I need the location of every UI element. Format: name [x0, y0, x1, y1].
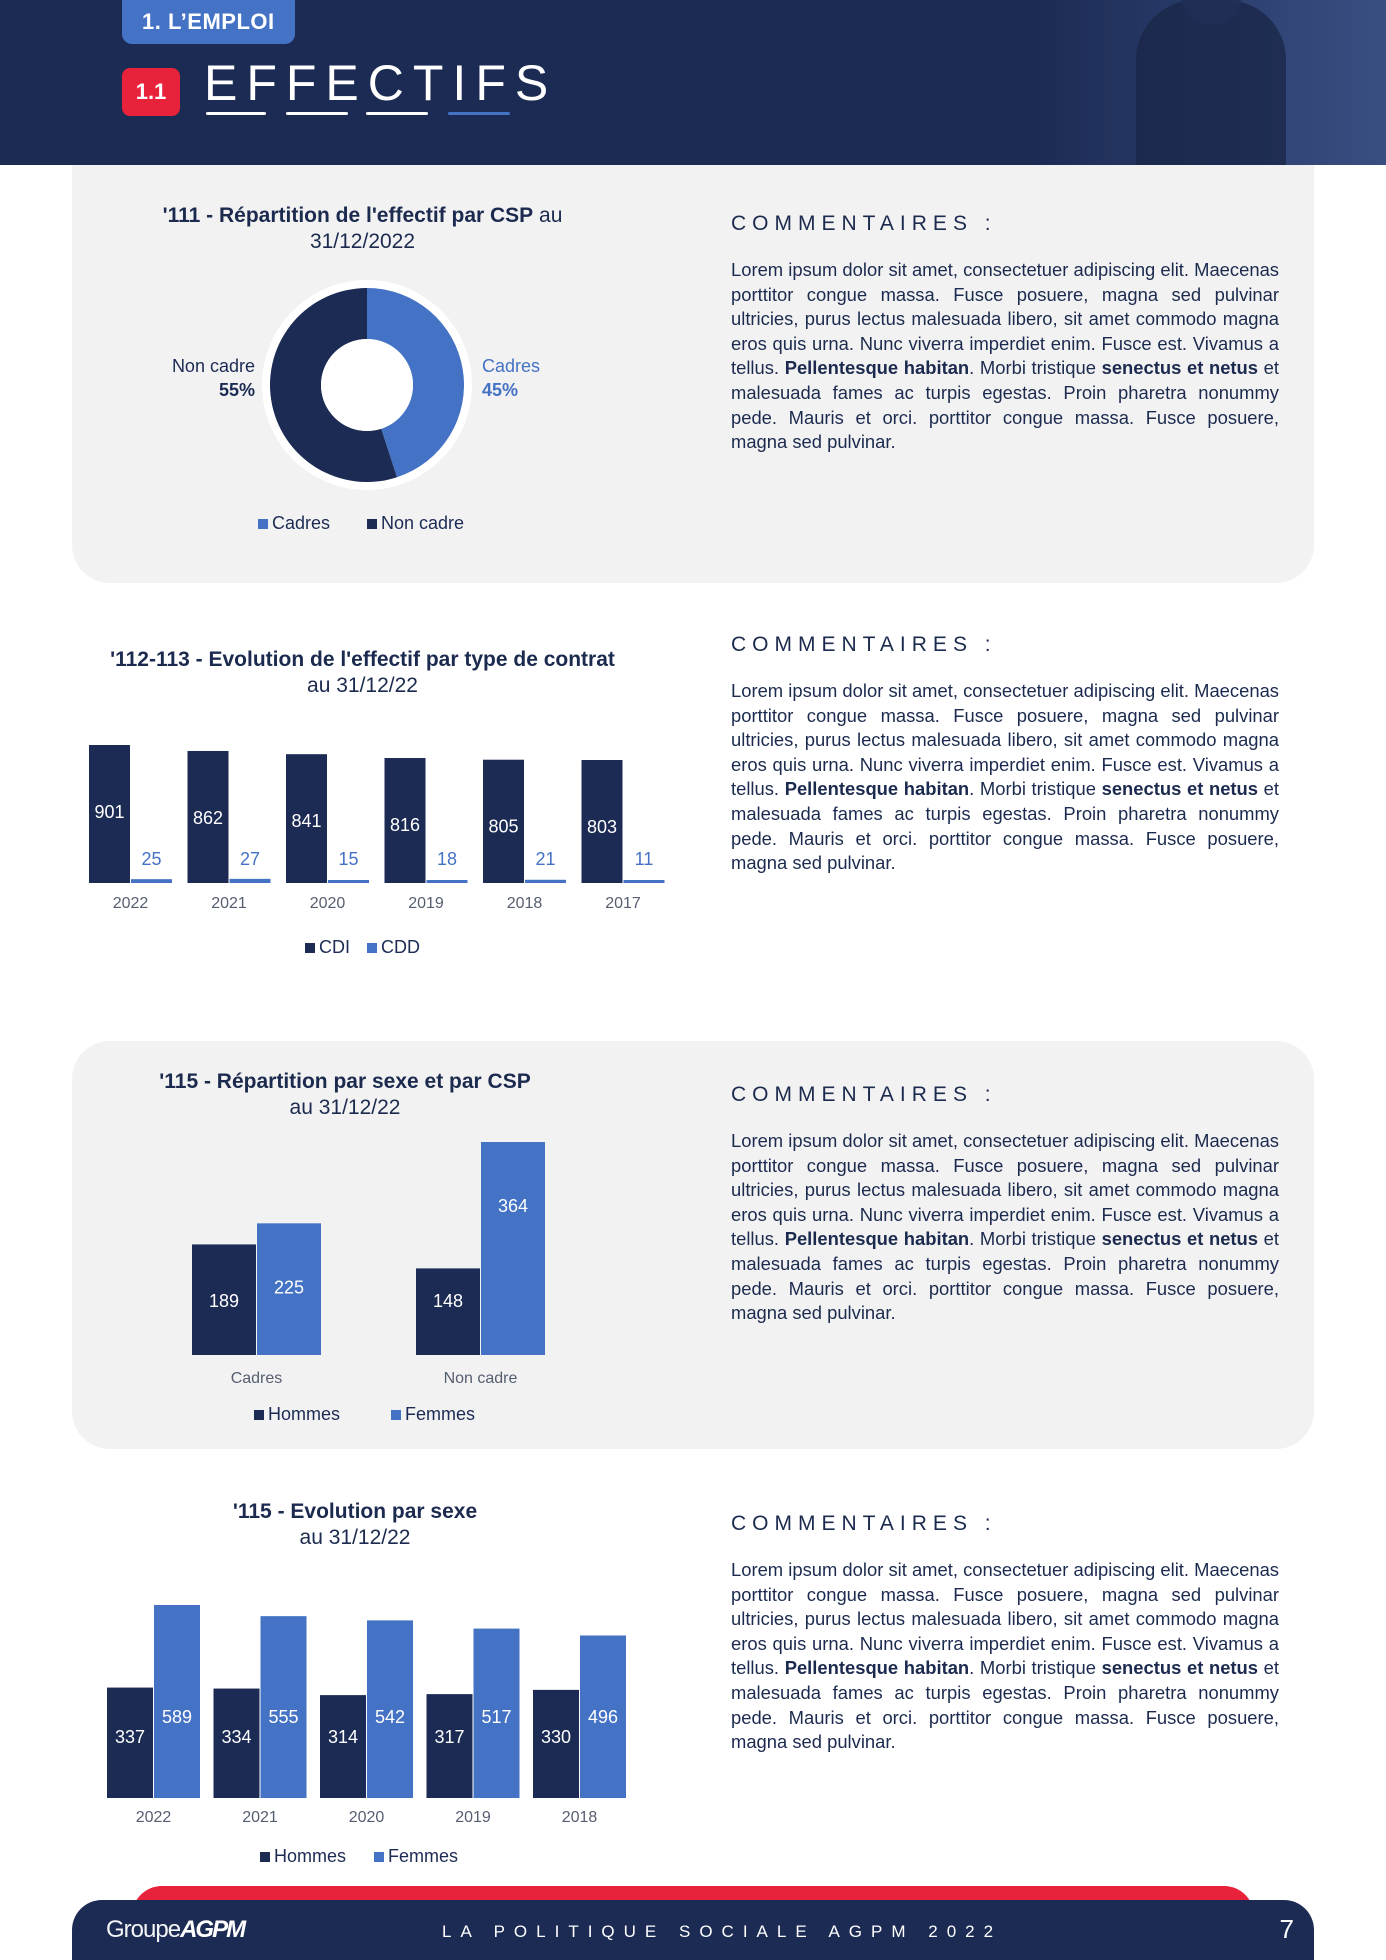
data-label: 542 — [374, 1707, 406, 1727]
comment-bold: Pellentesque habitan — [784, 1657, 970, 1679]
data-label: 317 — [434, 1727, 465, 1747]
comment-text-4 — [731, 1558, 1279, 1755]
bar-cdd — [427, 880, 468, 883]
chart-title-115b — [160, 1499, 550, 1551]
data-label: 148 — [432, 1291, 464, 1311]
underline-segment — [206, 112, 266, 115]
donut-chart-111 — [120, 270, 620, 550]
data-label: 21 — [535, 849, 556, 869]
underline-segment — [286, 112, 348, 115]
comment-text-part: Lorem ipsum dolor sit amet, consectetuer adipiscing elit. Maecenas porttitor congue massa. Fusce posuere, magna sed pulvinar ultricies, purus lectus malesuada libero, sit amet commodo magna eros quis urna. Nunc viverra imperdiet enim. Fusce est. Vivamus a tellus. — [731, 259, 1279, 379]
legend-swatch — [367, 519, 377, 529]
category-label: 2018 — [561, 1809, 598, 1826]
data-label: 589 — [161, 1707, 193, 1727]
data-label: 364 — [497, 1196, 529, 1216]
page-title: EFFECTIFS — [204, 55, 558, 111]
comments-label-4: COMMENTAIRES : — [731, 1512, 997, 1535]
donut-hole — [321, 339, 413, 431]
legend-swatch — [254, 1410, 264, 1420]
chart-title-115a — [110, 1069, 580, 1121]
legend-label: Femmes — [405, 1404, 476, 1424]
data-label: 334 — [221, 1727, 252, 1747]
data-label: 330 — [540, 1727, 572, 1747]
comment-text-part: et malesuada fames ac turpis egestas. Proin pharetra nonummy pede. Mauris et orci. porttitor congue massa. Fusce posuere, magna sed pulvinar. — [731, 1228, 1279, 1324]
data-label: 841 — [291, 811, 322, 832]
comment-text-part: et malesuada fames ac turpis egestas. Proin pharetra nonummy pede. Mauris et orci. porttitor congue massa. Fusce posuere, magna sed pulvinar. — [731, 357, 1279, 453]
comment-bold: senectus et netus — [1101, 357, 1259, 379]
footer-title: LA POLITIQUE SOCIALE AGPM 2022 — [442, 1922, 1003, 1941]
data-label: 15 — [338, 849, 359, 869]
category-label: 2019 — [408, 895, 444, 912]
data-label: 11 — [634, 849, 654, 869]
comment-text-part: . Morbi tristique — [969, 357, 1102, 379]
data-label: 225 — [273, 1277, 305, 1298]
slice-label-value: 55% — [218, 380, 255, 400]
category-label: 2018 — [506, 895, 543, 912]
comment-text-part: et malesuada fames ac turpis egestas. Proin pharetra nonummy pede. Mauris et orci. porttitor congue massa. Fusce posuere, magna sed pulvinar. — [731, 1657, 1279, 1753]
data-label: 314 — [327, 1727, 359, 1747]
comment-text-part: Lorem ipsum dolor sit amet, consectetuer adipiscing elit. Maecenas porttitor congue massa. Fusce posuere, magna sed pulvinar ultricies, purus lectus malesuada libero, sit amet commodo magna eros quis urna. Nunc viverra imperdiet enim. Fusce est. Vivamus a tellus. — [731, 1559, 1279, 1679]
data-label: 862 — [192, 807, 224, 828]
slice-label-name: Cadres — [482, 356, 541, 376]
data-label: 189 — [208, 1291, 240, 1311]
category-label: Cadres — [230, 1370, 283, 1387]
data-label: 517 — [481, 1707, 512, 1727]
bar-hommes — [416, 1268, 480, 1355]
chart-subtitle-112: au 31/12/22 — [307, 674, 418, 697]
comment-bold: senectus et netus — [1101, 1228, 1259, 1250]
comment-bold: Pellentesque habitan — [784, 357, 970, 379]
comment-bold: Pellentesque habitan — [784, 778, 970, 800]
comment-text-1 — [731, 258, 1279, 455]
bar-cdd — [525, 880, 566, 883]
category-label: 2019 — [455, 1809, 491, 1826]
logo-groupe-text: Groupe — [106, 1916, 181, 1943]
comment-text-3 — [731, 1129, 1279, 1326]
legend-label: Hommes — [268, 1404, 341, 1424]
section-tab: 1. L’EMPLOI — [122, 0, 295, 44]
section-number-badge: 1.1 — [122, 68, 180, 116]
legend-swatch — [305, 943, 315, 953]
category-label: 2021 — [242, 1809, 278, 1826]
title-underlines — [206, 112, 511, 116]
comment-bold: senectus et netus — [1101, 778, 1259, 800]
comment-bold: Pellentesque habitan — [784, 1228, 970, 1250]
category-label: 2021 — [211, 895, 247, 912]
comment-text-part: Lorem ipsum dolor sit amet, consectetuer adipiscing elit. Maecenas porttitor congue massa. Fusce posuere, magna sed pulvinar ultricies, purus lectus malesuada libero, sit amet commodo magna eros quis urna. Nunc viverra imperdiet enim. Fusce est. Vivamus a tellus. — [731, 1130, 1279, 1250]
underline-segment — [366, 112, 428, 115]
legend-label: CDD — [381, 937, 420, 957]
legend-label: Hommes — [274, 1846, 347, 1866]
chart-title-112-bold: '112-113 - Evolution de l'effectif par type de contrat — [110, 648, 615, 671]
data-label: 27 — [239, 849, 261, 869]
bar-chart-115b — [100, 1595, 650, 1875]
comments-label-1: COMMENTAIRES : — [731, 212, 997, 235]
chart-title-115a-bold: '115 - Répartition par sexe et par CSP — [159, 1070, 531, 1093]
data-label: 337 — [114, 1727, 146, 1747]
data-label: 25 — [141, 849, 162, 869]
chart-title-115b-bold: '115 - Evolution par sexe — [232, 1500, 478, 1523]
chart-subtitle-111: 31/12/2022 — [309, 230, 416, 253]
chart-title-112 — [80, 647, 645, 699]
bar-cdd — [624, 880, 665, 883]
category-label: 2022 — [112, 895, 149, 912]
chart-subtitle-115a: au 31/12/22 — [289, 1096, 401, 1119]
category-label: 2020 — [348, 1809, 385, 1826]
legend-swatch — [374, 1852, 384, 1862]
category-label: 2022 — [135, 1809, 172, 1826]
legend-label: Femmes — [388, 1846, 459, 1866]
legend-swatch — [367, 943, 377, 953]
legend-label: Cadres — [272, 513, 331, 533]
data-label: 805 — [488, 816, 519, 837]
data-label: 816 — [389, 815, 421, 836]
chart-title-111-normal: au — [533, 204, 563, 227]
bar-chart-112 — [80, 730, 680, 965]
slice-label-name: Non cadre — [171, 356, 255, 376]
comment-text-part: Lorem ipsum dolor sit amet, consectetuer adipiscing elit. Maecenas porttitor congue massa. Fusce posuere, magna sed pulvinar ultricies, purus lectus malesuada libero, sit amet commodo magna eros quis urna. Nunc viverra imperdiet enim. Fusce est. Vivamus a tellus. — [731, 680, 1279, 800]
page-header — [0, 0, 1386, 165]
bar-cdd — [230, 879, 271, 883]
comment-text-part: . Morbi tristique — [969, 1228, 1102, 1250]
page-footer — [72, 1900, 1314, 1960]
legend-label: CDI — [319, 937, 350, 957]
data-label: 901 — [94, 802, 125, 822]
category-label: Non cadre — [443, 1370, 518, 1387]
header-photo — [1026, 0, 1386, 165]
chart-title-111-bold: '111 - Répartition de l'effectif par CSP — [162, 204, 534, 227]
category-label: 2020 — [309, 895, 346, 912]
chart-subtitle-115b: au 31/12/22 — [299, 1526, 411, 1549]
data-label: 555 — [268, 1707, 299, 1727]
comments-label-2: COMMENTAIRES : — [731, 633, 997, 656]
comment-text-2 — [731, 679, 1279, 876]
agpm-logo — [106, 1916, 244, 1944]
comment-text-part: . Morbi tristique — [969, 1657, 1102, 1679]
slice-label-value: 45% — [482, 380, 519, 400]
legend-swatch — [260, 1852, 270, 1862]
legend-label: Non cadre — [381, 513, 465, 533]
bar-femmes — [481, 1142, 545, 1355]
underline-segment-accent — [448, 112, 510, 115]
category-label: 2017 — [605, 895, 641, 912]
bar-cdd — [328, 880, 369, 883]
chart-title-111 — [110, 203, 615, 255]
bar-cdd — [131, 879, 172, 883]
legend-swatch — [258, 519, 268, 529]
comment-text-part: . Morbi tristique — [969, 778, 1102, 800]
data-label: 18 — [436, 849, 458, 869]
comments-label-3: COMMENTAIRES : — [731, 1083, 997, 1106]
data-label: 803 — [586, 817, 618, 838]
bar-chart-115a — [150, 1130, 600, 1430]
logo-brand-text: AGPM — [180, 1916, 245, 1943]
comment-bold: senectus et netus — [1101, 1657, 1259, 1679]
bar-femmes — [154, 1605, 200, 1798]
comment-text-part: et malesuada fames ac turpis egestas. Proin pharetra nonummy pede. Mauris et orci. porttitor congue massa. Fusce posuere, magna sed pulvinar. — [731, 778, 1279, 874]
legend-swatch — [391, 1410, 401, 1420]
data-label: 496 — [587, 1707, 619, 1727]
page-number: 7 — [1279, 1914, 1294, 1944]
